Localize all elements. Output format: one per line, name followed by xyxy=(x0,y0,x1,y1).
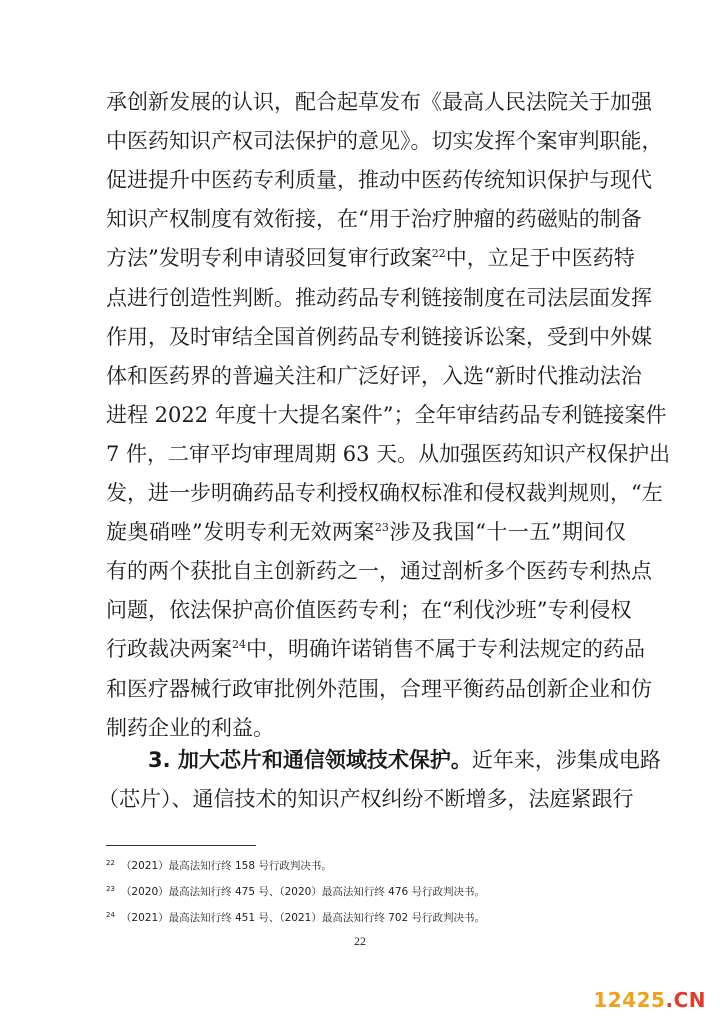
watermark-logo: 12425.CN xyxy=(593,988,706,1012)
section-heading: 3. 加大芯片和通信领域技术保护。 xyxy=(148,748,472,772)
text-line: 7 件，二审平均审理周期 63 天。从加强医药知识产权保护出 xyxy=(106,442,671,466)
text-line: 行政裁决两案$^{24}$中，明确许诺销售不属于专利法规定的药品 xyxy=(106,637,645,661)
footnote-divider xyxy=(106,845,256,846)
text-line: 方法”发明专利申请驳回复审行政案$^{22}$中，立足于中医药特 xyxy=(106,246,635,270)
footnote-24: $^{24}$ （2021）最高法知行终 451 号、（2021）最高法知行终 702 号行政判决书。 xyxy=(106,910,486,924)
section-heading-rest: 近年来，涉集成电路 xyxy=(471,748,661,772)
footnote-ref[interactable]: 22 xyxy=(431,247,446,260)
text-line: （芯片）、通信技术的知识产权纠纷不断增多，法庭紧跟行 xyxy=(98,787,634,811)
footnote-23: $^{23}$ （2020）最高法知行终 475 号、（2020）最高法知行终 476 号行政判决书。 xyxy=(106,884,486,898)
text-line: 旋奥硝唑”发明专利无效两案$^{23}$涉及我国“十一五”期间仅 xyxy=(106,520,626,544)
footnote-ref[interactable]: 23 xyxy=(374,521,389,534)
text-line: 发，进一步明确药品专利授权确权标准和侵权裁判规则，“左 xyxy=(106,481,663,505)
text-line: 制药企业的利益。 xyxy=(106,716,274,740)
text-line: 有的两个获批自主创新药之一，通过剖析多个医药专利热点 xyxy=(106,559,652,583)
section-heading-line xyxy=(148,748,661,772)
text-line: 中医药知识产权司法保护的意见》。切实发挥个案审判职能， xyxy=(106,129,663,153)
text-line: 进程 2022 年度十大提名案件”；全年审结药品专利链接案件 xyxy=(106,403,667,427)
text-line: 体和医药界的普遍关注和广泛好评，入选“新时代推动法治 xyxy=(106,364,642,388)
text-line: 和医疗器械行政审批例外范围，合理平衡药品创新企业和仿 xyxy=(106,677,652,701)
text-line: 知识产权制度有效衔接，在“用于治疗肿瘤的药磁贴的制备 xyxy=(106,207,642,231)
text-line: 点进行创造性判断。推动药品专利链接制度在司法层面发挥 xyxy=(106,286,652,310)
text-line: 承创新发展的认识，配合起草发布《最高人民法院关于加强 xyxy=(106,90,652,114)
page-number: 22 xyxy=(354,934,366,948)
text-line: 促进提升中医药专利质量，推动中医药传统知识保护与现代 xyxy=(106,168,652,192)
footnote-ref[interactable]: 24 xyxy=(232,638,246,651)
text-line: 作用，及时审结全国首例药品专利链接诉讼案，受到中外媒 xyxy=(106,325,652,349)
text-line: 问题，依法保护高价值医药专利；在“利伐沙班”专利侵权 xyxy=(106,598,632,622)
footnote-22: $^{22}$ （2021）最高法知行终 158 号行政判决书。 xyxy=(106,858,332,872)
